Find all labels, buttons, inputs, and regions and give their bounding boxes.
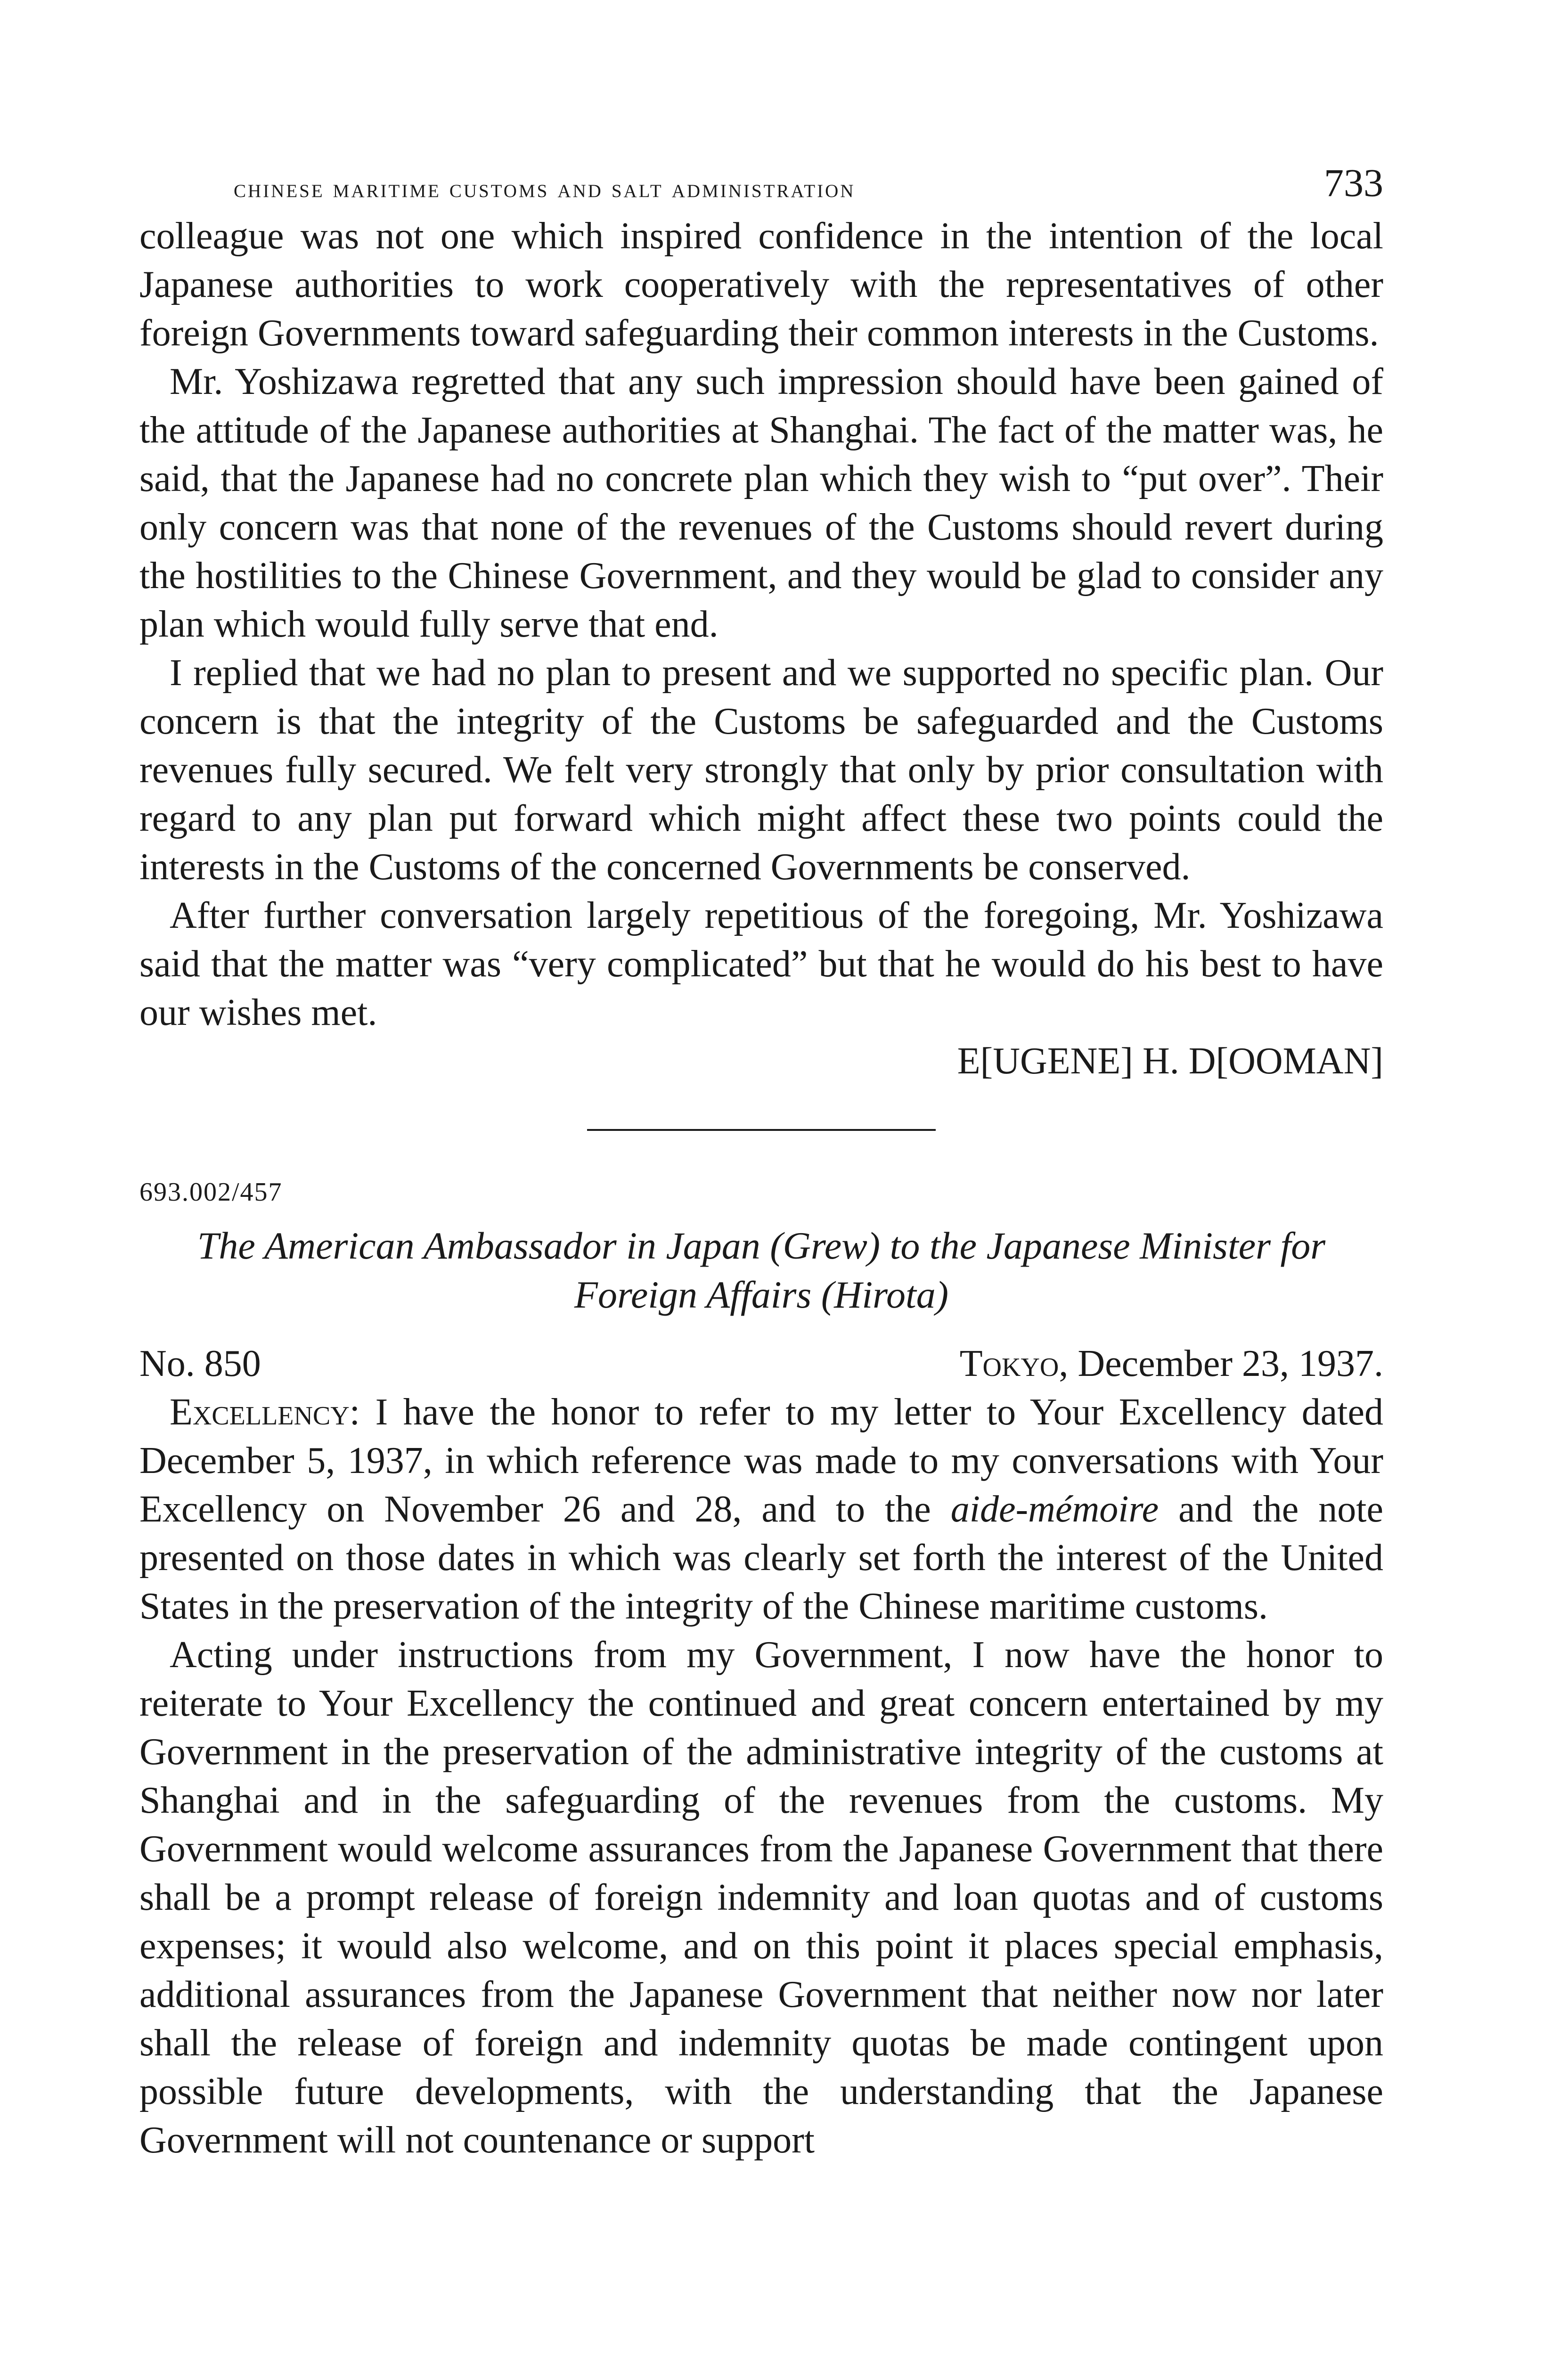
letter-date: December 23, 1937. xyxy=(1078,1343,1383,1384)
memo-body xyxy=(139,212,1383,1037)
letter-paragraph-1-part-a: I have the honor to refer to my letter to Your Excellency dated December 5, 1937, in which reference was made to my conversations with Your Excellency on November 26 and 28, and to the xyxy=(139,1391,1384,1530)
memo-paragraph-2: Mr. Yoshizawa regretted that any such impression should have been gained of the attitude of the Japanese authorities at Shanghai. The fact of the matter was, he said, that the Japanese had no concrete plan which they wish to “put over”. Their only concern was that none of the revenues of the Customs should revert during the hostilities to the Chinese Government, and they would be glad to consider any plan which would fully serve that end. xyxy=(139,361,1383,645)
memo-signature xyxy=(139,1037,1383,1086)
running-title: chinese maritime customs and salt administration xyxy=(234,174,856,203)
running-head xyxy=(139,155,1383,212)
letter-paragraph-1-part-b: and the note presented on those dates in which was clearly set forth the interest of the United States in the preservation of the integrity of the Chinese maritime customs. xyxy=(139,1489,1384,1627)
document-heading: The American Ambassador in Japan (Grew) to the Japanese Minister for Foreign Affairs (Hirota) xyxy=(197,1224,1326,1316)
page-number: 733 xyxy=(1324,161,1383,205)
memo-paragraph-4: After further conversation largely repetitious of the foregoing, Mr. Yoshizawa said that the matter was “very complicated” but that he would do his best to have our wishes met. xyxy=(139,895,1383,1033)
memo-paragraph-1: colleague was not one which inspired confidence in the intention of the local Japanese authorities to work cooperatively with the representatives of other foreign Governments toward safeguarding their common interests in the Customs. xyxy=(139,215,1383,354)
letter-place: Tokyo, xyxy=(959,1343,1069,1384)
aide-memoire-term: aide-mémoire xyxy=(950,1489,1159,1530)
file-number: 693.002/457 xyxy=(139,1178,283,1207)
memo-paragraph-3: I replied that we had no plan to present and we supported no specific plan. Our concern is that the integrity of the Customs be safeguarded and the Customs revenues fully secured. We felt very strongly that only by prior consultation with regard to any plan put forward which might affect these two points could the interests in the Customs of the concerned Governments be conserved. xyxy=(139,652,1383,888)
letter-body xyxy=(139,1388,1383,2165)
document-page xyxy=(139,155,1383,2165)
dateline xyxy=(139,1339,1383,1388)
letter-paragraph-1 xyxy=(139,1388,1383,1631)
letter-paragraph-2: Acting under instructions from my Government, I now have the honor to reiterate to Your Excellency the continued and great concern entertained by my Government in the preservation of the administrative integrity of the customs at Shanghai and in the safeguarding of the revenues from the customs. My Government would welcome assurances from the Japanese Government that there shall be a prompt release of foreign indemnity and loan quotas and of customs expenses; it would also welcome, and on this point it places special emphasis, additional assurances from the Japanese Government that neither now nor later shall the release of foreign and indemnity quotas be made contingent upon possible future developments, with the understanding that the Japanese Government will not countenance or support xyxy=(139,1634,1383,2161)
section-divider xyxy=(587,1129,936,1131)
signature-text: E[UGENE] H. D[OOMAN] xyxy=(957,1040,1383,1082)
place-and-date xyxy=(960,1339,1383,1388)
salutation: Excellency: xyxy=(170,1391,360,1433)
letter-number: No. 850 xyxy=(139,1343,261,1384)
